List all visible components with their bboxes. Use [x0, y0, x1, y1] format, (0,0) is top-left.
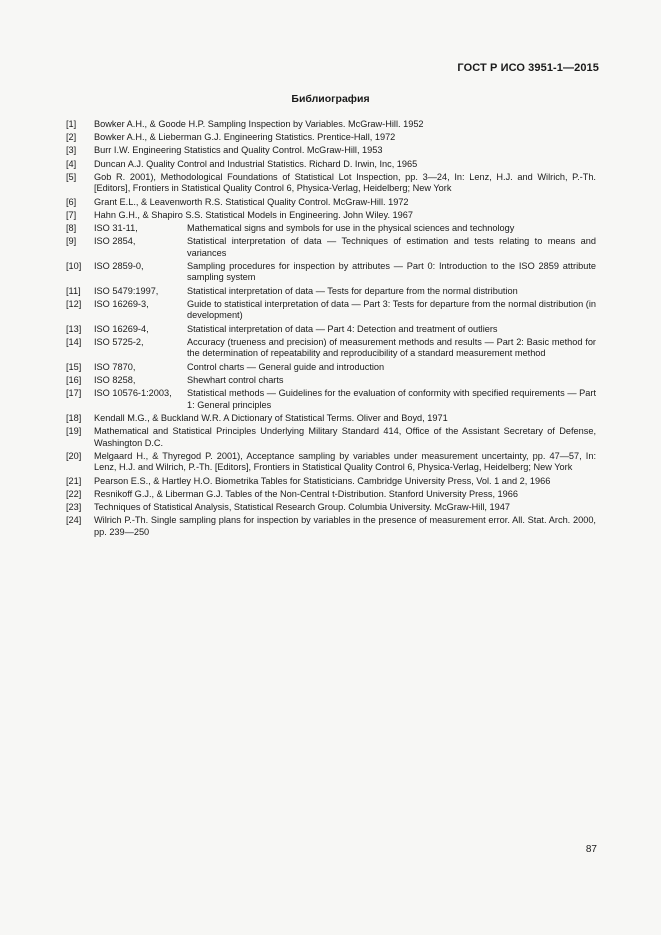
- reference-number: [16]: [66, 374, 82, 385]
- reference-item: [66, 515, 596, 538]
- reference-item: [66, 426, 596, 449]
- reference-item: [66, 223, 596, 235]
- reference-text: Kendall M.G., & Buckland W.R. A Dictionary of Statistical Terms. Oliver and Boyd, 1971: [94, 412, 448, 423]
- page-number: 87: [585, 844, 597, 855]
- reference-text: Statistical interpretation of data — Techniques of estimation and tests relating to means and variances: [187, 236, 596, 258]
- reference-number: [18]: [66, 412, 82, 423]
- reference-item: [66, 172, 596, 195]
- reference-number: [20]: [66, 450, 82, 461]
- reference-number: [11]: [66, 285, 81, 296]
- reference-number: [22]: [66, 488, 82, 499]
- reference-text: Accuracy (trueness and precision) of measurement methods and results — Part 2: Basic method for the determination of repeatability and reproducibility of a standard measurement method: [187, 336, 596, 359]
- reference-text: Pearson E.S., & Hartley H.O. Biometrika Tables for Statisticians. Cambridge University Press, Vol. 1 and 2, 1966: [94, 475, 551, 486]
- reference-text: Statistical interpretation of data — Part 4: Detection and treatment of outliers: [187, 323, 498, 334]
- reference-number: [4]: [66, 158, 77, 169]
- reference-item: [66, 145, 596, 157]
- reference-standard-code: ISO 2859-0,: [94, 260, 144, 271]
- reference-item: [66, 388, 596, 411]
- reference-text: Bowker A.H., & Goode H.P. Sampling Inspection by Variables. McGraw-Hill. 1952: [94, 119, 424, 129]
- reference-number: [5]: [66, 171, 77, 182]
- reference-item: [66, 286, 596, 298]
- reference-standard-code: ISO 10576-1:2003,: [94, 387, 172, 398]
- reference-item: [66, 159, 596, 171]
- reference-text: Mathematical and Statistical Principles Underlying Military Standard 414, Office of the Assistant Secretary of Defense, Washington D.C.: [94, 425, 596, 448]
- reference-standard-code: ISO 16269-3,: [94, 298, 149, 309]
- reference-item: [66, 119, 596, 131]
- reference-standard-code: ISO 7870,: [94, 361, 136, 372]
- reference-number: [23]: [66, 501, 82, 512]
- reference-text: Bowker A.H., & Lieberman G.J. Engineering Statistics. Prentice-Hall, 1972: [94, 132, 396, 143]
- reference-item: [66, 375, 596, 387]
- reference-item: [66, 324, 596, 336]
- reference-text: Grant E.L., & Leavenworth R.S. Statistical Quality Control. McGraw-Hill. 1972: [94, 196, 409, 207]
- reference-standard-code: ISO 5725-2,: [94, 336, 144, 347]
- page-title: Библиография: [291, 93, 370, 105]
- reference-item: [66, 132, 596, 144]
- reference-text: Control charts — General guide and introduction: [187, 361, 385, 372]
- reference-number: [3]: [66, 145, 77, 156]
- reference-number: [1]: [66, 119, 77, 129]
- reference-text: Statistical interpretation of data — Tests for departure from the normal distribution: [187, 285, 518, 296]
- reference-text: Hahn G.H., & Shapiro S.S. Statistical Models in Engineering. John Wiley. 1967: [94, 209, 413, 220]
- reference-item: [66, 337, 596, 360]
- reference-text: Burr I.W. Engineering Statistics and Quality Control. McGraw-Hill, 1953: [94, 145, 383, 156]
- reference-text: Mathematical signs and symbols for use in the physical sciences and technology: [187, 222, 515, 233]
- reference-item: [66, 476, 596, 488]
- reference-number: [19]: [66, 425, 82, 436]
- reference-text: Melgaard H., & Thyregod P. 2001), Acceptance sampling by variables under measurement uncertainty, pp. 47—57, In: Lenz, H.J. and Wilrich, P.-Th. [Editors], Frontiers in Statistical Quality Control 6, Physica-Verlag, Heidelberg; New York: [94, 450, 596, 473]
- reference-number: [17]: [66, 387, 82, 398]
- reference-item: [66, 197, 596, 209]
- reference-text: Resnikoff G.J., & Liberman G.J. Tables of the Non-Central t-Distribution. Stanford University Press, 1966: [94, 488, 519, 499]
- reference-number: [9]: [66, 236, 77, 247]
- reference-number: [8]: [66, 222, 77, 233]
- reference-standard-code: ISO 31-11,: [94, 222, 138, 233]
- reference-item: [66, 261, 596, 284]
- reference-standard-code: ISO 8258,: [94, 374, 136, 385]
- reference-item: [66, 451, 596, 474]
- reference-standard-code: ISO 16269-4,: [94, 323, 149, 334]
- reference-number: [6]: [66, 196, 77, 207]
- reference-text: Statistical methods — Guidelines for the evaluation of conformity with specified requirements — Part 1: General principles: [187, 387, 596, 410]
- reference-text: Wilrich P.-Th. Single sampling plans for inspection by variables in the presence of measurement error. All. Stat. Arch. 2000, pp. 239—250: [94, 515, 596, 537]
- reference-standard-code: ISO 5479:1997,: [94, 285, 159, 296]
- reference-number: [13]: [66, 323, 82, 334]
- reference-text: Sampling procedures for inspection by attributes — Part 0: Introduction to the ISO 2859 attribute sampling system: [187, 260, 596, 283]
- reference-item: [66, 502, 596, 514]
- reference-number: [21]: [66, 475, 82, 486]
- reference-number: [15]: [66, 361, 82, 372]
- reference-standard-code: ISO 2854,: [94, 236, 136, 247]
- reference-item: [66, 210, 596, 222]
- reference-item: [66, 299, 596, 322]
- reference-item: [66, 489, 596, 501]
- reference-text: Duncan A.J. Quality Control and Industrial Statistics. Richard D. Irwin, Inc, 1965: [94, 158, 418, 169]
- reference-number: [7]: [66, 209, 77, 220]
- reference-number: [14]: [66, 336, 82, 347]
- reference-text: Gob R. 2001), Methodological Foundations of Statistical Lot Inspection, pp. 3—24, In: Lenz, H.J. and Wilrich, P.-Th. [Editors], Frontiers in Statistical Quality Control 6, Physica-Verlag, Heidelberg; New York: [94, 171, 596, 194]
- reference-number: [24]: [66, 515, 82, 526]
- reference-text: Shewhart control charts: [187, 374, 284, 385]
- standard-header: ГОСТ Р ИСО 3951-1—2015: [457, 62, 599, 74]
- bibliography-list: [66, 119, 596, 540]
- reference-item: [66, 362, 596, 374]
- reference-item: [66, 236, 596, 259]
- reference-number: [2]: [66, 132, 77, 143]
- reference-number: [12]: [66, 298, 82, 309]
- reference-number: [10]: [66, 260, 82, 271]
- reference-text: Guide to statistical interpretation of data — Part 3: Tests for departure from the normal distribution (in development): [187, 298, 596, 321]
- reference-text: Techniques of Statistical Analysis, Statistical Research Group. Columbia University. McGraw-Hill, 1947: [94, 501, 510, 512]
- reference-item: [66, 413, 596, 425]
